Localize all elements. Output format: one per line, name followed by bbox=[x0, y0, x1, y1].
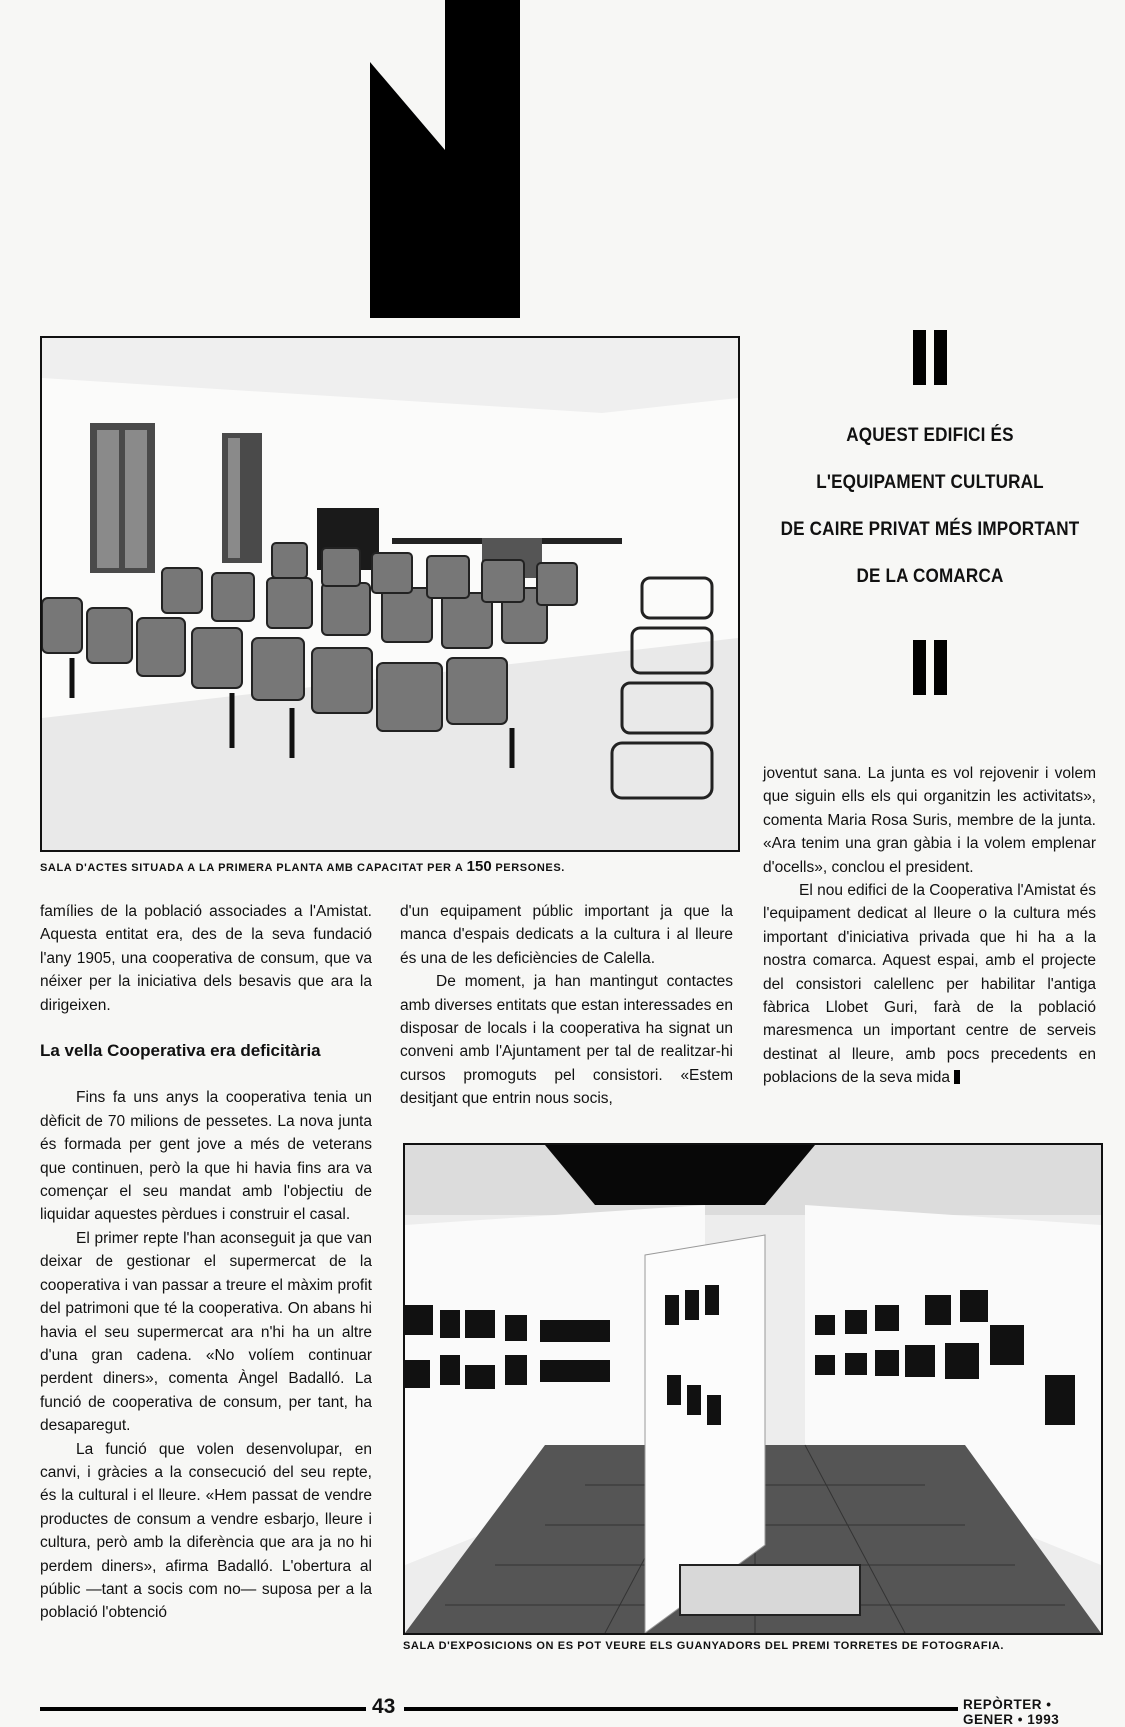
decorative-letter-n bbox=[370, 0, 520, 318]
col1-paragraph-1: famílies de la població associades a l'Amistat. Aquesta entitat era, des de la seva fundació l'any 1905, una cooperativa de consum, que va néixer per la iniciativa dels besavis que ara la dirigeixen. bbox=[40, 903, 372, 1014]
article-column-2 bbox=[400, 900, 733, 1111]
auditorium-photo bbox=[40, 336, 740, 852]
footer-rule-left bbox=[40, 1707, 366, 1711]
col3-paragraph-2: El nou edifici de la Cooperativa l'Amistat és l'equipament dedicat al lleure o la cultura més important d'iniciativa privada que hi ha a la nostra comarca. Aquest espai, amb el projecte del consistori calellenc per habilitar l'antiga fàbrica Llobet Guri, farà de la població maresmenca un important centre de serveis destinat al lleure, amb pocs precedents en poblacions de la seva mida bbox=[763, 882, 1096, 1087]
page-number: 43 bbox=[372, 1695, 396, 1718]
col1-paragraph-4: La funció que volen desenvolupar, en canvi, i gràcies a la consecució del seu repte, és la cultural i el lleure. «Hem passat de vendre productes de consum a vendre esbarjo, lleure i cultura, però amb la diferència que ara ja no hi perdem diners», afirma Badalló. L'obertura al públic —tant a socis com no— suposa per a la població l'obtenció bbox=[40, 1440, 372, 1622]
footer-rule-right bbox=[404, 1707, 958, 1711]
col2-paragraph-1: d'un equipament públic important ja que la manca d'espais dedicats a la cultura i al lleure és una de les deficiències de Calella. bbox=[400, 903, 733, 967]
magazine-issue: REPÒRTER • GENER • 1993 bbox=[963, 1697, 1060, 1727]
end-mark bbox=[954, 1070, 960, 1084]
open-quote-mark bbox=[913, 330, 947, 385]
close-quote-mark bbox=[913, 640, 947, 695]
exhibition-photo-caption: SALA D'EXPOSICIONS ON ES POT VEURE ELS GUANYADORS DEL PREMI TORRETES DE FOTOGRAFIA. bbox=[403, 1640, 1005, 1652]
page-footer bbox=[40, 1695, 1100, 1727]
article-column-1 bbox=[40, 900, 372, 1625]
pull-quote bbox=[760, 330, 1100, 700]
quote-line-2: L'EQUIPAMENT CULTURAL bbox=[816, 472, 1044, 493]
section-heading: La vella Cooperativa era deficitària bbox=[40, 1041, 321, 1061]
exhibition-hall-photo bbox=[403, 1143, 1103, 1635]
article-column-3 bbox=[763, 762, 1096, 1090]
quote-line-1: AQUEST EDIFICI ÉS bbox=[846, 425, 1014, 446]
quote-line-3: DE CAIRE PRIVAT MÉS IMPORTANT bbox=[780, 519, 1080, 540]
quote-line-4: DE LA COMARCA bbox=[856, 566, 1004, 587]
col1-paragraph-3: El primer repte l'han aconseguit ja que van deixar de gestionar el supermercat de la cooperativa i van passar a treure el màxim profit del patrimoni que té la cooperativa. On abans hi havia el seu supermercat ara n'hi ha un altre d'una gran cadena. «No volíem continuar perdent diners», comenta Àngel Badalló. La funció de cooperativa de consum, per tant, ha desaparegut. bbox=[40, 1229, 372, 1435]
col2-paragraph-2: De moment, ja han mantingut contactes amb diverses entitats que estan interessades en disposar de locals i la cooperativa ha signat un conveni amb l'Ajuntament per tal de realitzar-hi cursos promoguts pel consistori. «Estem desitjant que entrin nous socis, bbox=[400, 973, 733, 1108]
col3-paragraph-1: joventut sana. La junta es vol rejovenir i volem que siguin ells els qui organitzin les activitats», comenta Maria Rosa Suris, membre de la junta. «Ara tenim una gran gàbia i la volem emplenar d'ocells», conclou el president. bbox=[763, 765, 1096, 876]
col1-paragraph-2: Fins fa uns anys la cooperativa tenia un dèficit de 70 milions de pessetes. La nova junta és formada per gent jove a més de veterans que continuen, però la que hi havia fins ara va començar el seu mandat amb l'objectiu de liquidar aquestes pèrdues i construir el casal. bbox=[40, 1089, 372, 1224]
auditorium-photo-caption: SALA D'ACTES SITUADA A LA PRIMERA PLANTA AMB CAPACITAT PER A 150 PERSONES. bbox=[40, 858, 565, 875]
